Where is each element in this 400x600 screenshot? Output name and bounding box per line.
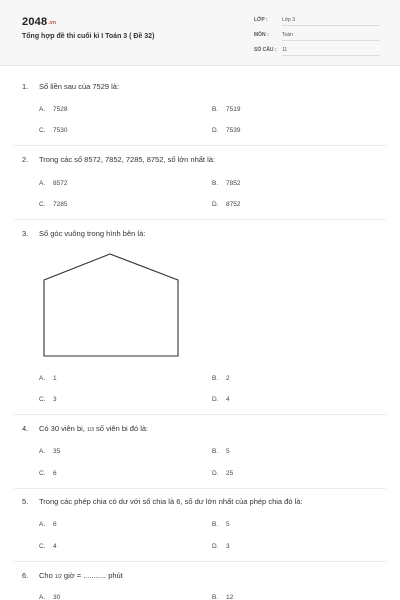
option-letter: B. [212, 521, 219, 528]
option-value: 12 [226, 594, 234, 600]
option-letter: A. [39, 180, 46, 187]
question-divider [14, 561, 386, 562]
option-letter: A. [39, 106, 46, 113]
option-letter: A. [39, 375, 46, 382]
question-divider [14, 414, 386, 415]
fraction: 1/2 [54, 574, 62, 580]
question-divider [14, 488, 386, 489]
option-letter: A. [39, 594, 46, 600]
option-value: 8752 [226, 201, 241, 208]
question-divider [14, 145, 386, 146]
option-letter: B. [212, 375, 219, 382]
question-text [39, 571, 123, 580]
meta-grade-value: Lớp 3 [282, 17, 380, 26]
option-value: 3 [53, 396, 57, 403]
question-text: Trong các phép chia có dư với số chia là 6, số dư lớn nhất của phép chia đó là: [39, 497, 303, 506]
question-text-end: số viên bi đó là: [96, 424, 149, 433]
option-letter: A. [39, 448, 46, 455]
option-value: 7528 [53, 106, 68, 113]
question-number: 1. [22, 82, 29, 91]
option-letter: D. [212, 201, 219, 208]
option-value: 6 [53, 470, 57, 477]
option-value: 6 [53, 521, 57, 528]
document-header [0, 0, 400, 66]
option-letter: C. [39, 201, 46, 208]
option-value: 7530 [53, 127, 68, 134]
option-value: 7539 [226, 127, 241, 134]
question-divider [14, 219, 386, 220]
meta-grade-label: LỚP : [254, 17, 268, 23]
fraction: 1/3 [86, 427, 94, 433]
question-number: 5. [22, 497, 29, 506]
question-text-start: Có 30 viên bi, [39, 424, 85, 433]
option-letter: C. [39, 543, 46, 550]
option-value: 2 [226, 375, 230, 382]
meta-subject-value: Toán [282, 32, 380, 41]
pentagon-figure [40, 250, 182, 360]
option-letter: B. [212, 448, 219, 455]
option-value: 25 [226, 470, 234, 477]
question-number: 6. [22, 571, 29, 580]
meta-question-count [254, 45, 380, 57]
logo-text: 2048 [22, 16, 48, 28]
option-value: 7519 [226, 106, 241, 113]
option-value: 7285 [53, 201, 68, 208]
meta-count-value: 11 [282, 47, 380, 56]
option-value: 5 [226, 448, 230, 455]
option-letter: C. [39, 470, 46, 477]
option-value: 30 [53, 594, 61, 600]
question-text: Số góc vuông trong hình bên là: [39, 229, 146, 238]
document-title: Tổng hợp đề thi cuối kì I Toán 3 ( Đề 32) [22, 33, 155, 40]
option-value: 8572 [53, 180, 68, 187]
option-value: 3 [226, 543, 230, 550]
option-letter: C. [39, 127, 46, 134]
option-letter: C. [39, 396, 46, 403]
option-value: 4 [226, 396, 230, 403]
option-value: 4 [53, 543, 57, 550]
option-letter: A. [39, 521, 46, 528]
meta-grade [254, 15, 380, 27]
option-value: 7852 [226, 180, 241, 187]
question-number: 3. [22, 229, 29, 238]
question-text-end: giờ = ........... phút [63, 571, 123, 580]
pentagon-shape [44, 254, 178, 356]
option-letter: B. [212, 106, 219, 113]
question-number: 4. [22, 424, 29, 433]
site-logo[interactable] [22, 16, 56, 28]
question-text: Trong các số 8572, 7852, 7285, 8752, số lớn nhất là: [39, 155, 216, 164]
option-letter: D. [212, 396, 219, 403]
option-letter: D. [212, 470, 219, 477]
meta-count-label: SỐ CÂU : [254, 47, 277, 53]
question-text-start: Cho [39, 571, 53, 580]
meta-subject [254, 30, 380, 42]
option-letter: D. [212, 127, 219, 134]
option-letter: B. [212, 594, 219, 600]
question-number: 2. [22, 155, 29, 164]
option-letter: B. [212, 180, 219, 187]
logo-domain: .vn [48, 20, 57, 26]
meta-subject-label: MÔN : [254, 32, 269, 38]
option-value: 35 [53, 448, 61, 455]
question-text [39, 424, 148, 433]
option-value: 5 [226, 521, 230, 528]
option-value: 1 [53, 375, 57, 382]
option-letter: D. [212, 543, 219, 550]
question-text: Số liền sau của 7529 là: [39, 82, 120, 91]
